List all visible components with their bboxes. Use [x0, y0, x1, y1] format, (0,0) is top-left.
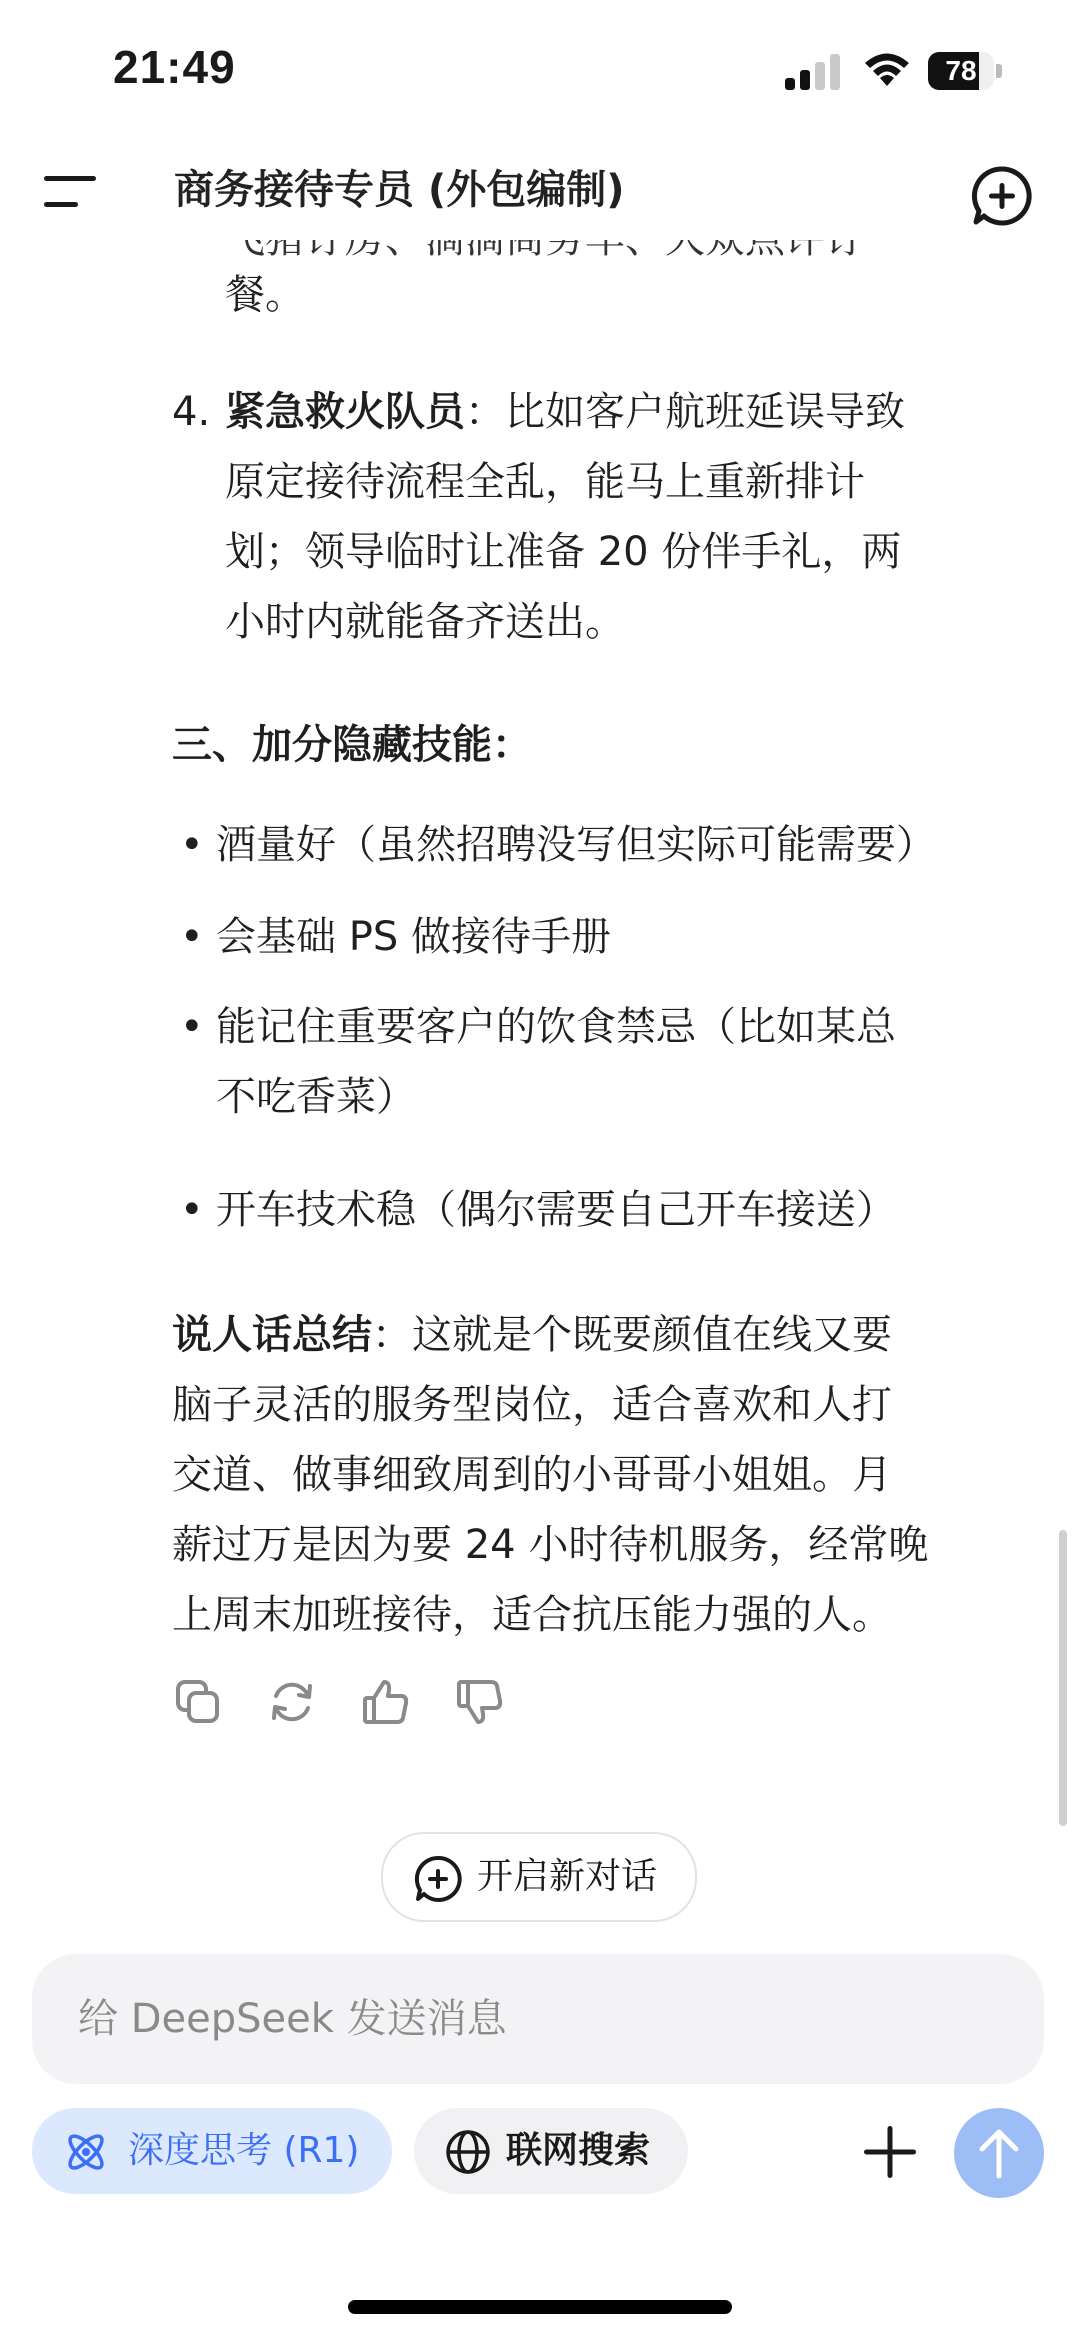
bullet-dot: • [180, 1187, 204, 1233]
item-text-line-3: 划；领导临时让准备 20 份伴手礼，两 [225, 529, 902, 575]
summary-line-1: 这就是个既要颜值在线又要 [412, 1312, 892, 1358]
menu-icon[interactable] [40, 170, 100, 214]
chat-header [0, 140, 1080, 240]
bullet-dot: • [180, 822, 204, 868]
assistant-message [0, 240, 1080, 1880]
battery-icon [928, 52, 1002, 90]
list-number: 4. [172, 389, 211, 435]
new-conversation-button[interactable] [381, 1832, 697, 1922]
item-text-line-2: 原定接待流程全乱，能马上重新排计 [225, 459, 865, 505]
section-heading: 三、加分隐藏技能： [172, 722, 532, 768]
new-conversation-label: 开启新对话 [477, 1856, 658, 1897]
deep-think-label: 深度思考 (R1) [128, 2130, 360, 2171]
summary-paragraph [172, 1300, 1032, 1650]
summary-line-2: 脑子灵活的服务型岗位，适合喜欢和人打 [172, 1382, 892, 1428]
bullet-text: 不吃香菜） [216, 1074, 416, 1120]
item-text-line-1: 比如客户航班延误导致 [505, 389, 905, 435]
scrollbar[interactable] [1059, 1530, 1067, 1826]
bullet-dot: • [180, 914, 204, 960]
item-bold-label: 紧急救火队员 [225, 389, 465, 435]
thumbs-down-icon[interactable] [454, 1676, 506, 1728]
bullet-text: 能记住重要客户的饮食禁忌（比如某总 [216, 1004, 896, 1050]
chat-title-text: 商务接待专员 (外包编制) [174, 167, 625, 213]
thumbs-up-icon[interactable] [360, 1676, 412, 1728]
battery-percent: 78 [945, 55, 977, 86]
globe-icon [444, 2128, 492, 2176]
web-search-toggle[interactable] [414, 2108, 688, 2194]
clock: 21:49 [113, 41, 236, 93]
attach-plus-icon[interactable] [858, 2120, 922, 2184]
bullet-text: 开车技术稳（偶尔需要自己开车接送） [216, 1187, 896, 1233]
list-item-continuation: 餐。 [225, 272, 305, 318]
cellular-signal-icon [785, 54, 843, 92]
summary-bold-label: 说人话总结 [172, 1312, 372, 1358]
new-chat-icon[interactable] [970, 164, 1034, 228]
wifi-icon [862, 50, 912, 90]
home-indicator[interactable] [348, 2300, 732, 2314]
summary-line-4: 薪过万是因为要 24 小时待机服务，经常晚 [172, 1522, 929, 1568]
summary-colon: ： [372, 1312, 412, 1358]
bullet-text: 会基础 PS 做接待手册 [216, 914, 611, 960]
send-button[interactable] [954, 2108, 1044, 2198]
item-colon: ： [465, 389, 505, 435]
bullet-text: 酒量好（虽然招聘没写但实际可能需要） [216, 822, 936, 868]
arrow-up-icon [974, 2126, 1024, 2180]
web-search-label: 联网搜索 [506, 2130, 651, 2171]
chat-title[interactable] [174, 140, 880, 240]
summary-line-3: 交道、做事细致周到的小哥哥小姐姐。月 [172, 1452, 892, 1498]
new-chat-icon [413, 1854, 463, 1904]
status-bar [0, 0, 1080, 130]
summary-line-5: 上周末加班接待，适合抗压能力强的人。 [172, 1592, 892, 1638]
atom-icon [62, 2128, 110, 2176]
bullet-dot: • [180, 1004, 204, 1050]
deep-think-toggle[interactable] [32, 2108, 392, 2194]
message-input[interactable] [32, 1954, 1044, 2084]
item-text-line-4: 小时内就能备齐送出。 [225, 599, 625, 645]
copy-icon[interactable] [172, 1676, 224, 1728]
message-input-placeholder: 给 DeepSeek 发送消息 [78, 1996, 507, 2042]
regenerate-icon[interactable] [266, 1676, 318, 1728]
